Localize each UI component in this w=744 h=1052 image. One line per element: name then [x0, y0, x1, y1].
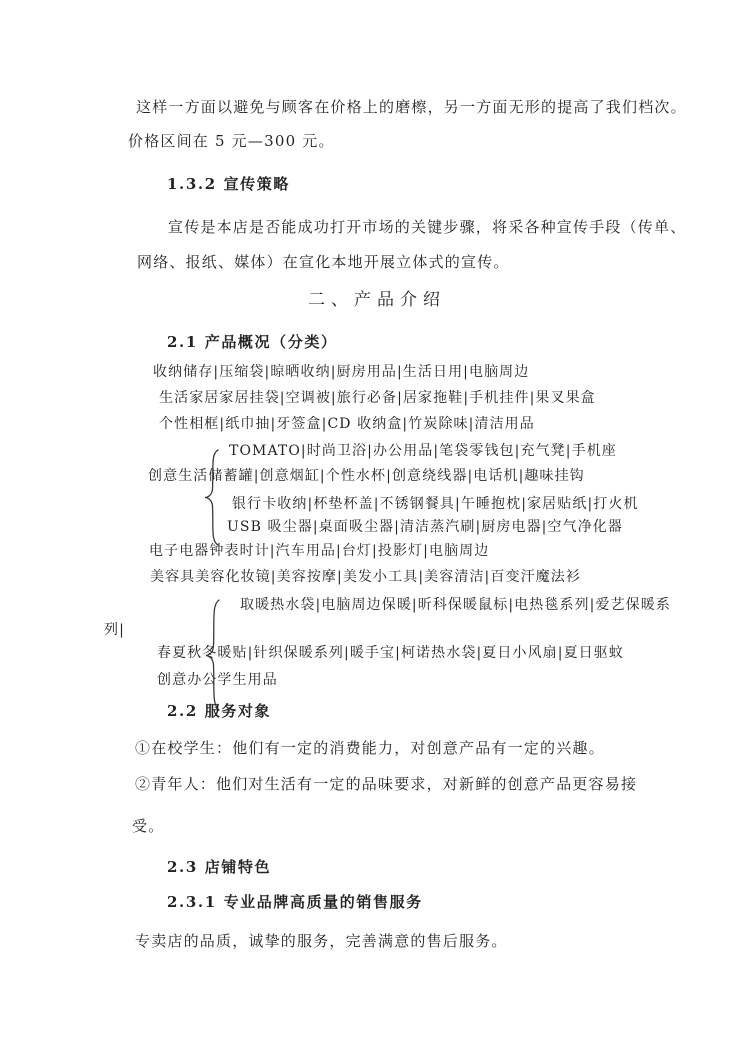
section-heading-2-3: 2.3 店铺特色: [167, 858, 272, 876]
category-line: 电子电器钟表时计|汽车用品|台灯|投影灯|电脑周边: [149, 543, 490, 559]
promo-paragraph-line-1: 宣传是本店是否能成功打开市场的关键步骤，将采各种宣传手段（传单、: [168, 218, 687, 236]
category-line: 银行卡收纳|杯垫杯盖|不锈钢餐具|午睡抱枕|家居贴纸|打火机: [232, 496, 639, 512]
audience-point-2-line-1: ②青年人：他们对生活有一定的品味要求，对新鲜的创意产品更容易接: [135, 775, 638, 793]
curly-brace-left-icon: [201, 448, 223, 547]
category-line: 美容具美容化妆镜|美容按摩|美发小工具|美容清洁|百变汗魔法衫: [150, 569, 581, 585]
category-line: 创意办公学生用品: [157, 672, 278, 688]
audience-point-2-line-2: 受。: [132, 817, 165, 835]
intro-paragraph-line-1: 这样一方面以避免与顾客在价格上的磨檫，另一方面无形的提高了我们档次。: [136, 98, 687, 116]
category-line: 生活家居家居挂袋|空调被|旅行必备|居家拖鞋|手机挂件|果叉果盒: [159, 390, 596, 406]
section-heading-1-3-2: 1.3.2 宣传策略: [167, 175, 290, 193]
chapter-heading-products: 二、产品介绍: [308, 290, 446, 310]
section-heading-2-3-1: 2.3.1 专业品牌高质量的销售服务: [167, 893, 423, 911]
category-line: 个性相框|纸巾抽|牙签盒|CD 收纳盒|竹炭除味|清洁用品: [159, 416, 535, 432]
category-line: 创意生活储蓄罐|创意烟缸|个性水杯|创意绕线器|电话机|趣味挂钩: [148, 468, 585, 484]
category-line: 春夏秋冬暖贴|针织保暖系列|暖手宝|柯诺热水袋|夏日小风扇|夏日驱蚊: [157, 645, 624, 661]
audience-point-1: ①在校学生：他们有一定的消费能力，对创意产品有一定的兴趣。: [135, 739, 605, 757]
features-paragraph: 专卖店的品质，诚挚的服务，完善满意的售后服务。: [135, 932, 508, 950]
category-line-wrap: 列|: [104, 622, 125, 638]
category-line: 取暖热水袋|电脑周边保暖|昕科保暖鼠标|电热毯系列|爱艺保暖系: [240, 597, 671, 613]
section-heading-2-2: 2.2 服务对象: [167, 702, 272, 720]
category-line: USB 吸尘器|桌面吸尘器|清洁蒸汽刷|厨房电器|空气净化器: [227, 519, 623, 535]
category-line: TOMATO|时尚卫浴|办公用品|笔袋零钱包|充气凳|手机座: [229, 443, 617, 459]
section-heading-2-1: 2.1 产品概况（分类）: [167, 333, 338, 351]
intro-paragraph-line-2: 价格区间在 5 元—300 元。: [128, 132, 335, 150]
category-line: 收纳储存|压缩袋|晾晒收纳|厨房用品|生活日用|电脑周边: [153, 364, 530, 380]
promo-paragraph-line-2: 网络、报纸、媒体）在宣化本地开展立体式的宣传。: [137, 253, 510, 271]
